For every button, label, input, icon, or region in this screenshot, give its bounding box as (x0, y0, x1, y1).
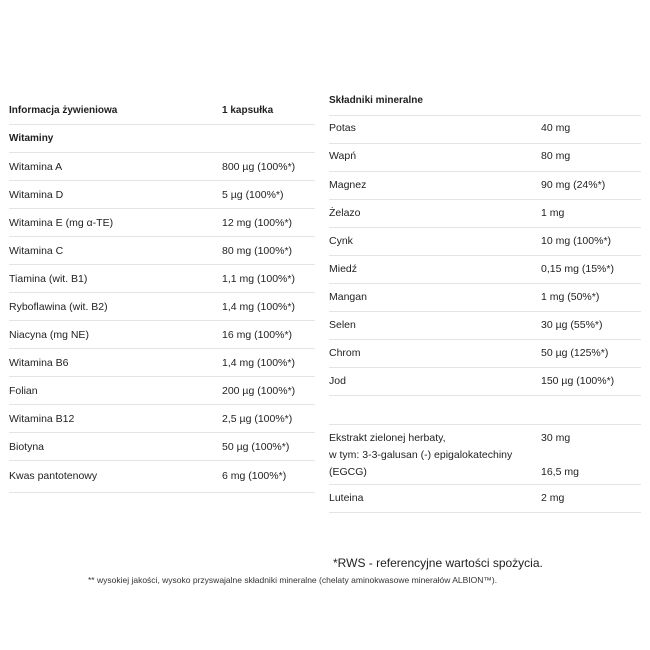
extract-value2: 16,5 mg (541, 466, 579, 478)
empty-row (329, 395, 641, 425)
row-name: Folian (9, 385, 38, 397)
row-name: Żelazo (329, 207, 361, 219)
table-row (9, 404, 315, 433)
row-value: 12 mg (100%*) (222, 217, 293, 229)
table-row (329, 367, 641, 396)
table-row (9, 460, 315, 493)
row-name: Witamina A (9, 161, 63, 173)
row-value: 2 mg (541, 492, 565, 504)
table-row (9, 152, 315, 181)
row-name: Witamina C (9, 245, 64, 257)
table-row (329, 339, 641, 368)
table-row (9, 180, 315, 209)
table-row (329, 115, 641, 144)
row-name: Niacyna (mg NE) (9, 329, 89, 341)
table-row (9, 432, 315, 461)
table-row (329, 143, 641, 172)
row-name: Selen (329, 319, 356, 331)
extract-value1: 30 mg (541, 432, 571, 444)
row-value: 50 µg (100%*) (222, 441, 290, 453)
row-name: Witamina B12 (9, 413, 75, 425)
extract-name-line2: w tym: 3-3-galusan (-) epigalokatechiny (329, 449, 513, 461)
row-value: 30 µg (55%*) (541, 319, 603, 331)
row-value: 1,4 mg (100%*) (222, 301, 295, 313)
row-value: 150 µg (100%*) (541, 375, 615, 387)
table-row (9, 264, 315, 293)
table-row (9, 320, 315, 349)
table-row (329, 227, 641, 256)
table-row (9, 236, 315, 265)
row-name: Chrom (329, 347, 361, 359)
header-value: 1 kapsułka (222, 105, 274, 116)
row-value: 80 mg (100%*) (222, 245, 293, 257)
section-title: Składniki mineralne (329, 95, 423, 106)
row-name: Magnez (329, 179, 367, 191)
row-value: 80 mg (541, 150, 571, 162)
section-title: Witaminy (9, 133, 54, 144)
section-vitamins-row (9, 124, 315, 153)
row-name: Jod (329, 375, 346, 387)
row-value: 6 mg (100%*) (222, 470, 287, 482)
row-name: Ryboflawina (wit. B2) (9, 301, 108, 313)
table-row (9, 292, 315, 321)
table-row (9, 348, 315, 377)
row-value: 40 mg (541, 122, 571, 134)
row-value: 0,15 mg (15%*) (541, 263, 614, 275)
row-value: 800 µg (100%*) (222, 161, 296, 173)
row-name: Witamina B6 (9, 357, 69, 369)
row-name: Potas (329, 122, 356, 134)
header-name: Informacja żywieniowa (9, 105, 118, 116)
table-row (329, 484, 641, 513)
row-name: Cynk (329, 235, 353, 247)
row-value: 1 mg (541, 207, 565, 219)
table-row (329, 199, 641, 228)
section-minerals-row (329, 0, 641, 116)
row-name: Witamina D (9, 189, 64, 201)
row-value: 2,5 µg (100%*) (222, 413, 293, 425)
row-value: 16 mg (100%*) (222, 329, 293, 341)
row-value: 1,1 mg (100%*) (222, 273, 295, 285)
table-row (329, 255, 641, 284)
row-value: 1,4 mg (100%*) (222, 357, 295, 369)
table-header-row (9, 0, 315, 125)
extract-row (329, 424, 641, 485)
row-value: 50 µg (125%*) (541, 347, 609, 359)
table-row (329, 171, 641, 200)
row-value: 5 µg (100%*) (222, 189, 284, 201)
extract-name-line3: (EGCG) (329, 466, 367, 478)
row-name: Mangan (329, 291, 367, 303)
row-value: 1 mg (50%*) (541, 291, 600, 303)
row-name: Luteina (329, 492, 364, 504)
row-value: 90 mg (24%*) (541, 179, 606, 191)
row-value: 200 µg (100%*) (222, 385, 296, 397)
extract-name-line1: Ekstrakt zielonej herbaty, (329, 432, 446, 444)
table-row (329, 283, 641, 312)
row-name: Witamina E (mg α-TE) (9, 217, 114, 229)
row-name: Wapń (329, 150, 357, 162)
table-row (9, 376, 315, 405)
row-name: Kwas pantotenowy (9, 470, 98, 482)
row-name: Miedź (329, 263, 358, 275)
row-value: 10 mg (100%*) (541, 235, 612, 247)
table-row (9, 208, 315, 237)
row-name: Tiamina (wit. B1) (9, 273, 88, 285)
rws-footnote: *RWS - referencyjne wartości spożycia. (333, 556, 543, 570)
row-name: Biotyna (9, 441, 45, 453)
table-row (329, 311, 641, 340)
albion-footnote: ** wysokiej jakości, wysoko przyswajalne składniki mineralne (chelaty aminokwasowe minerałów ALBION™). (88, 575, 498, 585)
